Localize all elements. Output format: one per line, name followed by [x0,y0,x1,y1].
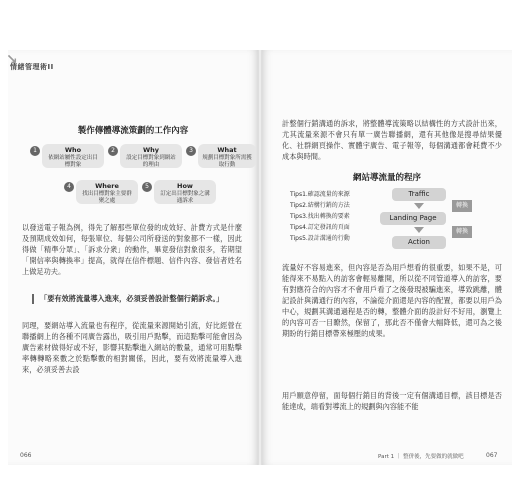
left-paragraph-2: 同理，要網站導入流量也有程序，從流量來源開始引流，好比經營在聯播網上的各種不同廣告露出，吸引用戶點擊，而這點擊可能會因為廣告素材做得好或不好，影響其點擊進入網站的數量，通常可用點擊率轉轉略來數之於點擊數的相對關係，因此，要有效將流量導入進來，必須妥善去設 [22,321,242,374]
convert-label: 轉換 [452,226,472,238]
right-paragraph-1: 計整個行銷溝通的訴求，將整體導流策略以結構性的方式設計出來，尤其流量來源不會只有單一廣告聯播網，還有其他像是搜尋結果優化、社群網頁操作、實體宇廣告、電子報等，每個溝通都會耗費不少成本與時間。 [282,119,502,161]
convert-label: 轉換 [452,200,472,212]
right-paragraph-2: 流量好不容易進來，但內容是否為用戶想看的很重要，如果不是，可能得來不易點入的訪客會輕易離開，所以從不同管道導入的訪客，要有對應符合的內容才不會用戶看了之後發現被騙進來，導致跳離，體記設計與溝通行的內容，不論從介面還是內容的配置，都要以用戶為中心，規劃其溝通過程是否的轉，整體介面的設計好不好用，瀏覽上的內容可否一目瞭然，保留了，那此否不僅會大幅降低，還可為之後期盼的行銷目標帶來極壓的成果。 [282,263,502,338]
chapter-mark-text: 情緒管理術II [10,63,54,71]
step-desc: 找出目標對象主要群聚之處 [82,191,132,204]
step-head: How [177,182,193,190]
step-box-what [198,144,256,168]
corner-arrow-icon: ↘ [6,52,19,68]
tip-item: Tips3.找出轉換的要素 [290,213,350,220]
step-box-why [120,144,182,168]
down-arrow-icon [414,203,424,209]
step-head: Why [142,146,160,154]
right-page-number: 067 [486,452,498,459]
tip-item: Tips5.設計溝通的行動 [290,235,350,242]
running-footer: Part 1 ｜ 整併後，先要做的就做吧 [378,454,464,460]
tip-item: Tips4.訂定發訊的頁面 [290,224,350,231]
step-head: Where [95,182,119,190]
step-number-2: 2 [108,146,118,156]
flow-step-action: Action [392,236,446,249]
pull-quote: 「要有效將流量導入進來，必須妥善設計整個行銷訴求。」 [32,294,240,304]
step-head: Who [64,146,82,154]
left-diagram-title: 製作傳體導流策劃的工作內容 [77,126,189,136]
step-box-where [76,180,138,204]
step-desc: 設定目標對象到網站的理由 [126,155,176,168]
step-box-who [42,144,104,168]
left-page-number: 066 [20,452,32,459]
step-number-1: 1 [30,146,40,156]
flow-step-landing-page: Landing Page [380,212,446,225]
step-desc: 規劃目標對象所需獲取行動 [202,155,252,168]
tip-item: Tips2.結構行銷的方法 [290,202,350,209]
step-number-3: 3 [186,146,196,156]
tip-item: Tips1.確認流量的來源 [290,191,350,198]
step-desc: 依網站屬性設定出目標對象 [48,155,98,168]
flow-step-traffic: Traffic [392,188,446,201]
down-arrow-icon [414,227,424,233]
step-head: What [217,146,237,154]
left-paragraph-1: 以發送電子報為例，得先了解那些單位發的成效好、計費方式是什麼及預期成效如何，每張單位、每個公司所發送的對象都不一樣，因此得做「精準分眾」、「訴求分衆」的動作，畢竟發信對象很多，若期望「開信率與轉換率」提高，就得在信件標題、信件內容、發信者姓名上做足功夫。 [22,223,242,276]
step-number-5: 5 [142,182,152,192]
chapter-mark [6,52,54,72]
right-paragraph-3: 用戶願意停留，面每個行銷目的背後一定有個溝通目標，該目標是否能達成，端看對導流上的規劃與內容能不能 [282,391,502,411]
step-box-how [154,180,216,204]
right-diagram-title: 網站導流量的程序 [352,173,421,183]
step-desc: 訂定出目標對象之溝通訴求 [160,191,210,204]
step-number-4: 4 [64,182,74,192]
